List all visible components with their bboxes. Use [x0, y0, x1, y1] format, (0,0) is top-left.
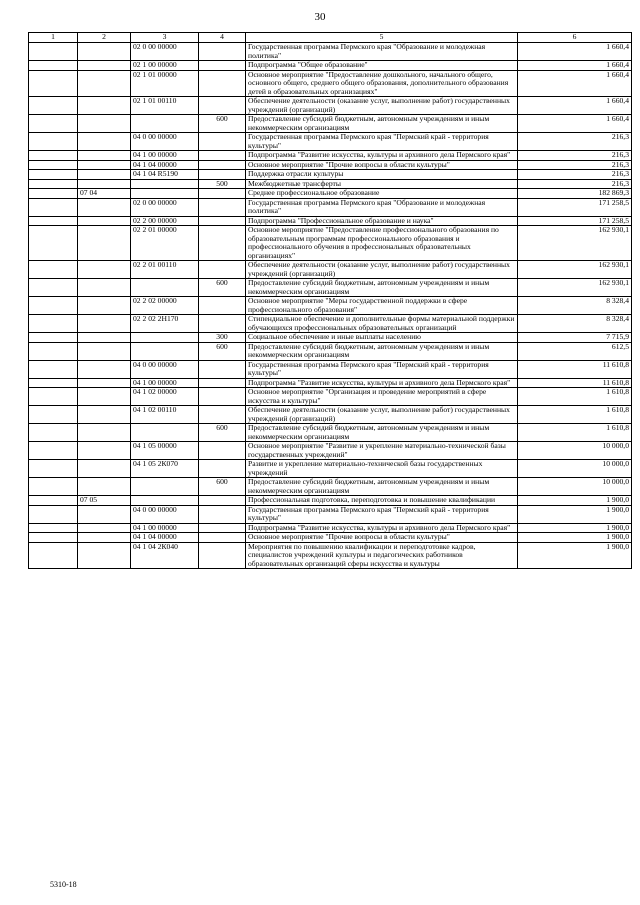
- section-code-cell: 07 05: [78, 496, 131, 506]
- amount-cell: 1 900,0: [518, 542, 632, 569]
- target-article-cell: 04 0 00 00000: [131, 360, 199, 378]
- table-row: [29, 342, 632, 360]
- target-article-cell: 04 1 00 00000: [131, 151, 199, 161]
- description-cell: Основное мероприятие "Развитие и укрепление материально-технической базы государственных учреждений": [246, 442, 518, 460]
- table-row: [29, 315, 632, 333]
- section-code-cell: [78, 460, 131, 478]
- table-row: [29, 333, 632, 343]
- chapter-cell: [29, 160, 78, 170]
- table-row: [29, 478, 632, 496]
- section-code-cell: [78, 406, 131, 424]
- table-row: [29, 70, 632, 97]
- amount-cell: 1 610,8: [518, 424, 632, 442]
- header-row: [29, 33, 632, 43]
- amount-cell: 216,3: [518, 160, 632, 170]
- section-code-cell: [78, 151, 131, 161]
- column-header: 4: [199, 33, 246, 43]
- table-row: [29, 533, 632, 543]
- description-cell: Подпрограмма "Развитие искусства, культуры и архивного дела Пермского края": [246, 151, 518, 161]
- section-code-cell: [78, 216, 131, 226]
- section-code-cell: [78, 342, 131, 360]
- description-cell: Подпрограмма "Развитие искусства, культуры и архивного дела Пермского края": [246, 523, 518, 533]
- chapter-cell: [29, 297, 78, 315]
- description-cell: Обеспечение деятельности (оказание услуг, выполнение работ) государственных учреждений (организаций): [246, 406, 518, 424]
- target-article-cell: 04 1 02 00000: [131, 388, 199, 406]
- section-code-cell: [78, 478, 131, 496]
- target-article-cell: [131, 189, 199, 199]
- expense-type-cell: [199, 496, 246, 506]
- chapter-cell: [29, 523, 78, 533]
- column-header: 2: [78, 33, 131, 43]
- description-cell: Мероприятия по повышению квалификации и переподготовке кадров, специалистов учреждений культуры и педагогических работников образовательных организаций сферы искусства и культуры: [246, 542, 518, 569]
- section-code-cell: [78, 378, 131, 388]
- description-cell: Государственная программа Пермского края "Образование и молодежная политика": [246, 43, 518, 61]
- section-code-cell: [78, 333, 131, 343]
- amount-cell: 10 000,0: [518, 442, 632, 460]
- expense-type-cell: [199, 460, 246, 478]
- amount-cell: 10 000,0: [518, 478, 632, 496]
- description-cell: Основное мероприятие "Организация и проведение мероприятий в сфере искусства и культуры": [246, 388, 518, 406]
- description-cell: Государственная программа Пермского края "Пермский край - территория культуры": [246, 505, 518, 523]
- chapter-cell: [29, 189, 78, 199]
- expense-type-cell: [199, 43, 246, 61]
- target-article-cell: [131, 424, 199, 442]
- description-cell: Государственная программа Пермского края "Пермский край - территория культуры": [246, 360, 518, 378]
- section-code-cell: [78, 424, 131, 442]
- amount-cell: 1 610,8: [518, 388, 632, 406]
- chapter-cell: [29, 533, 78, 543]
- section-code-cell: [78, 261, 131, 279]
- table-row: [29, 226, 632, 261]
- chapter-cell: [29, 378, 78, 388]
- target-article-cell: 04 1 04 2К040: [131, 542, 199, 569]
- description-cell: Основное мероприятие "Меры государственной поддержки в сфере профессионального образования": [246, 297, 518, 315]
- chapter-cell: [29, 261, 78, 279]
- amount-cell: 11 610,8: [518, 378, 632, 388]
- column-header: 6: [518, 33, 632, 43]
- table-row: [29, 151, 632, 161]
- chapter-cell: [29, 133, 78, 151]
- chapter-cell: [29, 216, 78, 226]
- target-article-cell: [131, 179, 199, 189]
- expense-type-cell: [199, 170, 246, 180]
- description-cell: Социальное обеспечение и иные выплаты населению: [246, 333, 518, 343]
- description-cell: Основное мероприятие "Прочие вопросы в области культуры": [246, 533, 518, 543]
- expense-type-cell: [199, 216, 246, 226]
- chapter-cell: [29, 388, 78, 406]
- chapter-cell: [29, 97, 78, 115]
- table-row: [29, 406, 632, 424]
- section-code-cell: [78, 43, 131, 61]
- expense-type-cell: [199, 406, 246, 424]
- chapter-cell: [29, 43, 78, 61]
- expense-type-cell: [199, 97, 246, 115]
- section-code-cell: [78, 198, 131, 216]
- expense-type-cell: [199, 151, 246, 161]
- description-cell: Обеспечение деятельности (оказание услуг, выполнение работ) государственных учреждений (организаций): [246, 261, 518, 279]
- target-article-cell: [131, 279, 199, 297]
- expense-type-cell: [199, 189, 246, 199]
- target-article-cell: 04 1 05 2К070: [131, 460, 199, 478]
- target-article-cell: [131, 478, 199, 496]
- table-row: [29, 133, 632, 151]
- amount-cell: 1 660,4: [518, 61, 632, 71]
- amount-cell: 1 900,0: [518, 505, 632, 523]
- section-code-cell: [78, 388, 131, 406]
- description-cell: Профессиональная подготовка, переподготовка и повышение квалификации: [246, 496, 518, 506]
- amount-cell: 216,3: [518, 179, 632, 189]
- section-code-cell: [78, 133, 131, 151]
- amount-cell: 10 000,0: [518, 460, 632, 478]
- table-row: [29, 496, 632, 506]
- section-code-cell: 07 04: [78, 189, 131, 199]
- table-row: [29, 61, 632, 71]
- chapter-cell: [29, 315, 78, 333]
- amount-cell: 1 660,4: [518, 115, 632, 133]
- chapter-cell: [29, 442, 78, 460]
- section-code-cell: [78, 360, 131, 378]
- target-article-cell: 02 1 01 00110: [131, 97, 199, 115]
- chapter-cell: [29, 342, 78, 360]
- amount-cell: 1 660,4: [518, 97, 632, 115]
- chapter-cell: [29, 496, 78, 506]
- section-code-cell: [78, 315, 131, 333]
- expense-type-cell: [199, 160, 246, 170]
- target-article-cell: 04 0 00 00000: [131, 505, 199, 523]
- description-cell: Подпрограмма "Развитие искусства, культуры и архивного дела Пермского края": [246, 378, 518, 388]
- table-row: [29, 279, 632, 297]
- section-code-cell: [78, 297, 131, 315]
- chapter-cell: [29, 360, 78, 378]
- expense-type-cell: 500: [199, 179, 246, 189]
- description-cell: Среднее профессиональное образование: [246, 189, 518, 199]
- table-row: [29, 460, 632, 478]
- chapter-cell: [29, 279, 78, 297]
- section-code-cell: [78, 170, 131, 180]
- column-header: 5: [246, 33, 518, 43]
- table-row: [29, 388, 632, 406]
- expense-type-cell: 600: [199, 279, 246, 297]
- target-article-cell: 04 1 00 00000: [131, 378, 199, 388]
- section-code-cell: [78, 505, 131, 523]
- chapter-cell: [29, 406, 78, 424]
- target-article-cell: 04 1 00 00000: [131, 523, 199, 533]
- target-article-cell: 02 1 00 00000: [131, 61, 199, 71]
- table-row: [29, 170, 632, 180]
- expense-type-cell: [199, 442, 246, 460]
- amount-cell: 171 258,5: [518, 216, 632, 226]
- chapter-cell: [29, 151, 78, 161]
- description-cell: Подпрограмма "Профессиональное образование и наука": [246, 216, 518, 226]
- amount-cell: 162 930,1: [518, 279, 632, 297]
- section-code-cell: [78, 279, 131, 297]
- target-article-cell: 04 1 04 R5190: [131, 170, 199, 180]
- footer-code: 5310-18: [50, 880, 77, 889]
- amount-cell: 612,5: [518, 342, 632, 360]
- description-cell: Предоставление субсидий бюджетным, автономным учреждениям и иным некоммерческим организациям: [246, 424, 518, 442]
- expense-type-cell: [199, 378, 246, 388]
- target-article-cell: 02 0 00 00000: [131, 43, 199, 61]
- expense-type-cell: [199, 297, 246, 315]
- target-article-cell: 02 2 01 00000: [131, 226, 199, 261]
- section-code-cell: [78, 542, 131, 569]
- target-article-cell: [131, 496, 199, 506]
- table-row: [29, 43, 632, 61]
- section-code-cell: [78, 115, 131, 133]
- table-row: [29, 424, 632, 442]
- expense-type-cell: [199, 533, 246, 543]
- description-cell: Предоставление субсидий бюджетным, автономным учреждениям и иным некоммерческим организациям: [246, 342, 518, 360]
- expense-type-cell: [199, 70, 246, 97]
- expense-type-cell: [199, 505, 246, 523]
- target-article-cell: 04 0 00 00000: [131, 133, 199, 151]
- table-row: [29, 542, 632, 569]
- description-cell: Основное мероприятие "Предоставление дошкольного, начального общего, основного общего, среднего общего образования, дополнительного образования детей в образовательных организациях": [246, 70, 518, 97]
- expense-type-cell: [199, 198, 246, 216]
- description-cell: Предоставление субсидий бюджетным, автономным учреждениям и иным некоммерческим организациям: [246, 279, 518, 297]
- chapter-cell: [29, 505, 78, 523]
- chapter-cell: [29, 333, 78, 343]
- amount-cell: 162 930,1: [518, 261, 632, 279]
- chapter-cell: [29, 61, 78, 71]
- column-header: 1: [29, 33, 78, 43]
- target-article-cell: 04 1 04 00000: [131, 160, 199, 170]
- description-cell: Развитие и укрепление материально-технической базы государственных учреждений: [246, 460, 518, 478]
- chapter-cell: [29, 226, 78, 261]
- section-code-cell: [78, 442, 131, 460]
- section-code-cell: [78, 226, 131, 261]
- description-cell: Основное мероприятие "Прочие вопросы в области культуры": [246, 160, 518, 170]
- table-row: [29, 505, 632, 523]
- chapter-cell: [29, 198, 78, 216]
- target-article-cell: 04 1 04 00000: [131, 533, 199, 543]
- page-number: 30: [314, 11, 326, 23]
- amount-cell: 8 328,4: [518, 297, 632, 315]
- section-code-cell: [78, 523, 131, 533]
- target-article-cell: 02 2 02 00000: [131, 297, 199, 315]
- section-code-cell: [78, 70, 131, 97]
- expense-type-cell: 600: [199, 424, 246, 442]
- description-cell: Государственная программа Пермского края "Образование и молодежная политика": [246, 198, 518, 216]
- target-article-cell: 02 2 01 00110: [131, 261, 199, 279]
- amount-cell: 1 660,4: [518, 70, 632, 97]
- amount-cell: 162 930,1: [518, 226, 632, 261]
- amount-cell: 1 900,0: [518, 523, 632, 533]
- chapter-cell: [29, 424, 78, 442]
- table-row: [29, 297, 632, 315]
- expense-type-cell: [199, 61, 246, 71]
- section-code-cell: [78, 97, 131, 115]
- expense-type-cell: 600: [199, 115, 246, 133]
- column-header: 3: [131, 33, 199, 43]
- description-cell: Государственная программа Пермского края "Пермский край - территория культуры": [246, 133, 518, 151]
- description-cell: Основное мероприятие "Предоставление профессионального образования по образовательным программам профессионального образования и профессионального обучения в профессиональных образовательных организациях": [246, 226, 518, 261]
- chapter-cell: [29, 115, 78, 133]
- table-row: [29, 198, 632, 216]
- description-cell: Подпрограмма "Общее образование": [246, 61, 518, 71]
- target-article-cell: 02 2 02 2Н170: [131, 315, 199, 333]
- section-code-cell: [78, 160, 131, 170]
- amount-cell: 1 900,0: [518, 496, 632, 506]
- target-article-cell: 02 2 00 00000: [131, 216, 199, 226]
- target-article-cell: [131, 342, 199, 360]
- amount-cell: 216,3: [518, 151, 632, 161]
- expense-type-cell: 600: [199, 478, 246, 496]
- table-row: [29, 97, 632, 115]
- amount-cell: 216,3: [518, 170, 632, 180]
- amount-cell: 216,3: [518, 133, 632, 151]
- expense-type-cell: 600: [199, 342, 246, 360]
- table-row: [29, 115, 632, 133]
- chapter-cell: [29, 542, 78, 569]
- expense-type-cell: [199, 315, 246, 333]
- expense-type-cell: [199, 542, 246, 569]
- description-cell: Стипендиальное обеспечение и дополнительные формы материальной поддержки обучающихся профессиональных образовательных организаций: [246, 315, 518, 333]
- description-cell: Предоставление субсидий бюджетным, автономным учреждениям и иным некоммерческим организациям: [246, 478, 518, 496]
- description-cell: Поддержка отрасли культуры: [246, 170, 518, 180]
- table-row: [29, 360, 632, 378]
- amount-cell: 11 610,8: [518, 360, 632, 378]
- target-article-cell: 04 1 05 00000: [131, 442, 199, 460]
- amount-cell: 8 328,4: [518, 315, 632, 333]
- amount-cell: 182 869,3: [518, 189, 632, 199]
- amount-cell: 7 715,9: [518, 333, 632, 343]
- expense-type-cell: 300: [199, 333, 246, 343]
- expense-type-cell: [199, 523, 246, 533]
- table-row: [29, 261, 632, 279]
- section-code-cell: [78, 533, 131, 543]
- target-article-cell: 02 1 01 00000: [131, 70, 199, 97]
- expense-type-cell: [199, 388, 246, 406]
- table-row: [29, 189, 632, 199]
- budget-table: [28, 32, 632, 569]
- target-article-cell: 04 1 02 00110: [131, 406, 199, 424]
- description-cell: Межбюджетные трансферты: [246, 179, 518, 189]
- chapter-cell: [29, 179, 78, 189]
- chapter-cell: [29, 70, 78, 97]
- chapter-cell: [29, 478, 78, 496]
- expense-type-cell: [199, 133, 246, 151]
- amount-cell: 1 900,0: [518, 533, 632, 543]
- chapter-cell: [29, 460, 78, 478]
- chapter-cell: [29, 170, 78, 180]
- amount-cell: 1 610,8: [518, 406, 632, 424]
- expense-type-cell: [199, 226, 246, 261]
- amount-cell: 171 258,5: [518, 198, 632, 216]
- target-article-cell: [131, 333, 199, 343]
- target-article-cell: [131, 115, 199, 133]
- amount-cell: 1 660,4: [518, 43, 632, 61]
- target-article-cell: 02 0 00 00000: [131, 198, 199, 216]
- description-cell: Предоставление субсидий бюджетным, автономным учреждениям и иным некоммерческим организациям: [246, 115, 518, 133]
- section-code-cell: [78, 61, 131, 71]
- expense-type-cell: [199, 261, 246, 279]
- table-row: [29, 442, 632, 460]
- expense-type-cell: [199, 360, 246, 378]
- description-cell: Обеспечение деятельности (оказание услуг, выполнение работ) государственных учреждений (организаций): [246, 97, 518, 115]
